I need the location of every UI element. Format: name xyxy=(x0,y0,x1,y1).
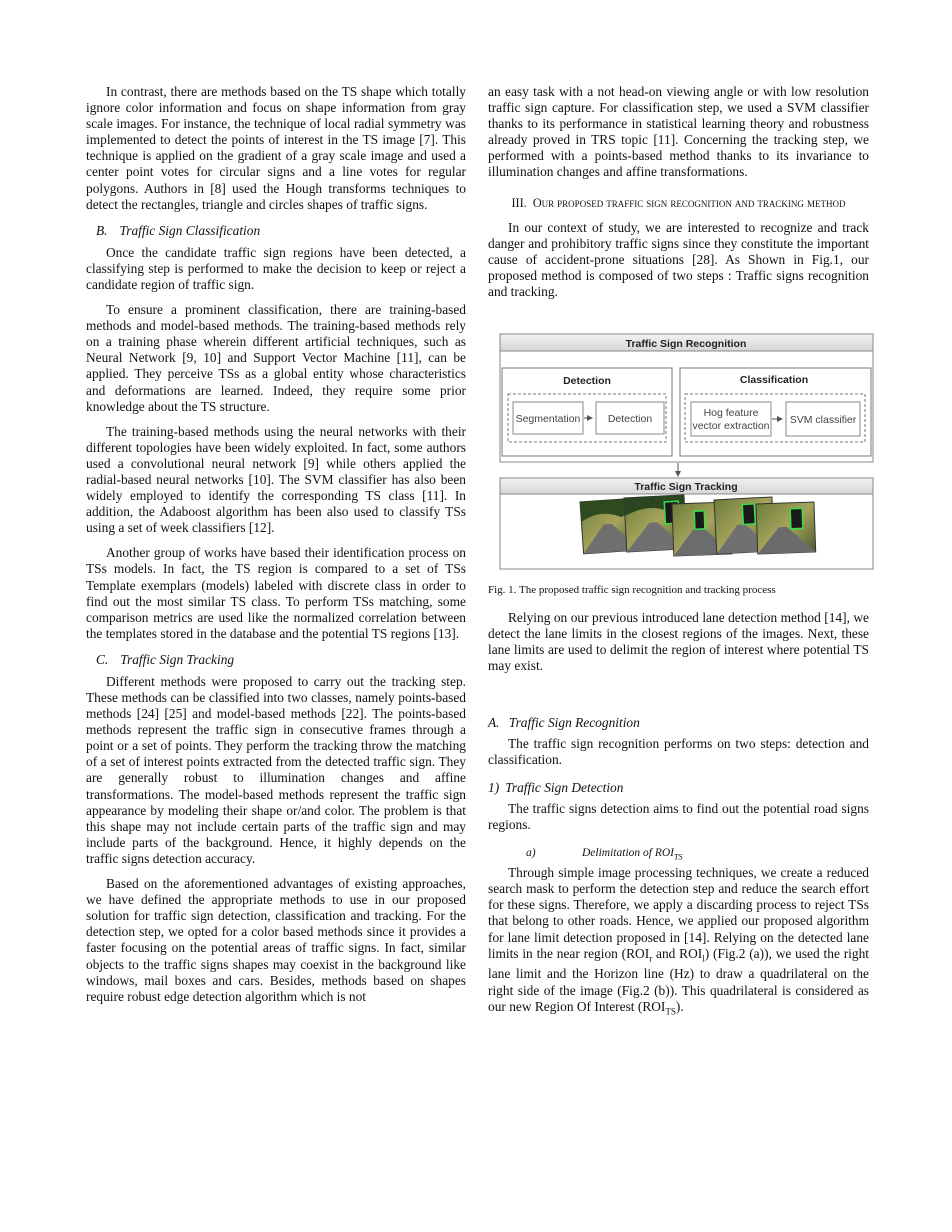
tracking-title: Traffic Sign Tracking xyxy=(634,481,738,494)
figure-caption: Fig. 1. The proposed traffic sign recognition and tracking process xyxy=(488,584,776,597)
paragraph: In our context of study, we are interested to recognize and track danger and prohibitory traffic signs since they constitute the important cause of accident-prone situations [28]. As Shown in Fig.1, our proposed method is composed of two steps : Traffic signs recognition and tracking. xyxy=(488,219,869,299)
frame-5 xyxy=(756,502,816,554)
left-column xyxy=(86,84,466,1014)
recognition-title: Traffic Sign Recognition xyxy=(625,338,747,351)
section-heading-a: A. Traffic Sign Recognition xyxy=(488,714,640,730)
svm-label: SVM classifier xyxy=(789,414,857,427)
hog-label-1: Hog feature xyxy=(703,407,759,420)
paragraph: Relying on our previous introduced lane detection method [14], we detect the lane limits in the closest regions of the images. Next, these lane limits are used to delimit the region of interest where potential TS may exist. xyxy=(488,610,869,674)
subsubsection-heading-a: a) Delimitation of $ROI_{TS}$ xyxy=(526,846,683,862)
tracking-frames xyxy=(580,495,816,556)
paragraph: The traffic signs detection aims to find out the potential road signs regions. xyxy=(488,800,869,832)
process-diagram xyxy=(488,332,874,572)
paragraph: Different methods were proposed to carry out the tracking step. These methods can be classified into two classes, namely points-based methods [24] [25] and model-based methods [22]. The points-based methods represent the traffic sign in consecutive frames through a point or a set of points. They perform the tracking throw the matching of a set of interest points extracted from the detected traffic sign. They are generally robust to illumination changes and affine transformations. The model-based methods represent the traffic sign appearance by modeling their shape or/and color. The problem is that this shape may not include certain parts of the traffic sign and may include parts of the background. Hence, it highly depends on the traffic signs detection accuracy. xyxy=(86,673,466,866)
paragraph: an easy task with a not head-on viewing angle or with low resolution traffic sign capture. For classification step, we used a SVM classifier thanks to its performance in statistical learning theory and robustness already proved in TRS topic [11]. Concerning the tracking step, we performed with a points-based method thanks to its invariance to illumination changes and affine transformations. xyxy=(488,84,869,180)
section-heading-c: C. Traffic Sign Tracking xyxy=(96,651,235,667)
paragraph: Once the candidate traffic sign regions have been detected, a classifying step is performed to make the decision to keep or reject a candidate region of traffic sign. xyxy=(86,244,466,292)
detection-box-label: Detection xyxy=(607,413,653,426)
figure-1 xyxy=(488,332,874,572)
paragraph: To ensure a prominent classification, there are training-based methods and model-based methods. The training-based methods rely on a training phase wherein different artificial techniques, such as Neural Network [9, 10] and Support Vector Machine [11], can be applied. They perceive TSs as a global entity whose characteristics and deformations are learned. Indeed, they require some prior knowledge about the TS structure. xyxy=(86,302,466,414)
subsection-heading-1: 1) Traffic Sign Detection xyxy=(488,779,624,795)
right-column xyxy=(488,84,869,1028)
segmentation-label: Segmentation xyxy=(515,413,581,426)
paragraph: The traffic sign recognition performs on two steps: detection and classification. xyxy=(488,735,869,767)
classification-group-title: Classification xyxy=(739,374,809,387)
section-heading-b: B. Traffic Sign Classification xyxy=(96,222,261,238)
paragraph: In contrast, there are methods based on the TS shape which totally ignore color information and focus on shape information from gray scale images. For instance, the technique of local radial symmetry was implemented to detect the points of interest in the TS image [7]. This technique is applied on the gradient of a gray scale image and used a center point votes for circular signs and a line votes for regular polygons. Authors in [8] used the Hough transforms techniques to detect the rectangles, triangle and circles shapes of traffic signs. xyxy=(86,84,466,212)
paragraph: Another group of works have based their identification process on TSs models. In fact, the TS region is compared to a set of TSs Template exemplars (models) labeled with discrete class in order to find out the most similar TS class. To perform TSs matching, some comparison metrics are used like the normalized correlation between the templates stored in the database and the potential TS regions [13]. xyxy=(86,545,466,641)
paragraph: The training-based methods using the neural networks with their different topologies have been widely exploited. In fact, some authors used a convolutional neural network [9] while others applied the radial-based neural networks [10]. The SVM classifier has also been widely employed to identify the corresponding TS class [11]. In addition, the Adaboost algorithm has been also used to classify TSs using a set of week classifiers [12]. xyxy=(86,423,466,536)
paragraph: Based on the aforementioned advantages of existing approaches, we have defined the appropriate methods to use in our proposed solution for traffic sign detection, classification and tracking. For the detection step, we opted for a color based methods since it provides a faster focusing on the potential areas of traffic signs. In fact, similar objects to the traffic signs shapes may coexist in the background like windows, mail boxes and cars. Besides, methods based on shapes require robust edge detection algorithm which is not xyxy=(86,876,466,1004)
section-heading-iii: III. Our proposed traffic sign recognition and tracking method xyxy=(511,195,846,210)
paragraph: Through simple image processing techniques, we create a reduced search mask to perform the detection step and reduce the search effort for these signs. Therefore, we apply a discarding process to reject TSs that belong to other roads. Hence, we applied our proposed algorithm for lane limit detection proposed in [14]. Relying on the detected lane limits in the near region ($ROI_r$ and $ROI_l$) (Fig.2 (a)), we used the right lane limit and the Horizon line (Hz) to draw a quadrilateral on the right side of the image (Fig.2 (b)). This quadrilateral is considered as our new Region Of Interest $(ROI_{TS})$. xyxy=(488,865,870,1017)
detection-group-title: Detection xyxy=(563,375,611,388)
hog-label-2: vector extraction xyxy=(692,420,770,433)
